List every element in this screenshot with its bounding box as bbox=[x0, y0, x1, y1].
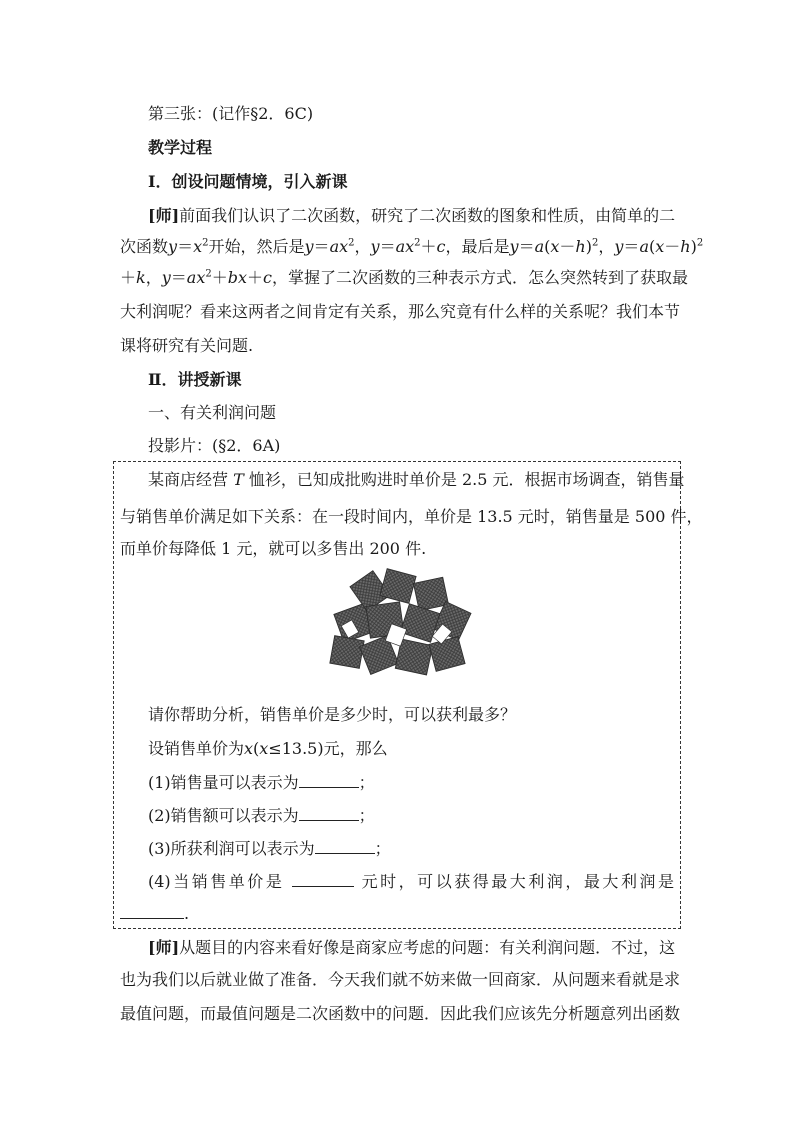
question-1: (1)销售量可以表示为 ； bbox=[148, 773, 375, 792]
answer-blank-3[interactable] bbox=[315, 839, 375, 854]
problem-line1: 某商店经营 T 恤衫，已知成批购进时单价是 2.5 元．根据市场调查，销售量 bbox=[148, 470, 685, 489]
para1-line1: [师]前面我们认识了二次函数，研究了二次函数的图象和性质，由简单的二 bbox=[148, 206, 676, 225]
para2-line1: [师]从题目的内容来看好像是商家应考虑的问题：有关利润问题．不过，这 bbox=[148, 938, 676, 957]
problem-question: 请你帮助分析，销售单价是多少时，可以获利最多？ bbox=[148, 705, 517, 724]
tshirt-pile-image bbox=[328, 568, 478, 678]
problem-setup: 设销售单价为x(x≤13.5)元，那么 bbox=[148, 739, 388, 758]
teacher-tag: [师] bbox=[148, 206, 180, 225]
slide-heading: 第三张：(记作§2．6C) bbox=[148, 104, 314, 123]
question-2: (2)销售额可以表示为 ； bbox=[148, 806, 375, 825]
process-title: 教学过程 bbox=[148, 138, 213, 157]
para1-line4: 大利润呢？看来这两者之间肯定有关系，那么究竟有什么样的关系呢？我们本节 bbox=[120, 302, 681, 321]
para2-line3: 最值问题，而最值问题是二次函数中的问题．因此我们应该先分析题意列出函数 bbox=[120, 1004, 681, 1023]
answer-blank-4b[interactable] bbox=[120, 904, 184, 919]
para2-line2: 也为我们以后就业做了准备．今天我们就不妨来做一回商家．从问题来看就是求 bbox=[120, 970, 681, 989]
question-4-end: . bbox=[120, 904, 189, 924]
problem-line2: 与销售单价满足如下关系：在一段时间内，单价是 13.5 元时，销售量是 500 件， bbox=[120, 507, 703, 526]
answer-blank-4a[interactable] bbox=[292, 872, 354, 887]
para1-line3: ＋k，$y=ax^2+bx+c$，掌握了二次函数的三种表示方式．怎么突然转到了获取最 bbox=[120, 268, 689, 287]
problem-line3: 而单价每降低 1 元，就可以多售出 200 件. bbox=[120, 539, 427, 558]
section1-title: Ⅰ．创设问题情境，引入新课 bbox=[148, 172, 348, 191]
subsection1-title: 一、有关利润问题 bbox=[148, 403, 277, 422]
para1-line5: 课将研究有关问题. bbox=[120, 336, 254, 355]
projection-label: 投影片：(§2．6A) bbox=[148, 436, 281, 455]
teacher-tag-2: [师] bbox=[148, 938, 180, 957]
answer-blank-2[interactable] bbox=[299, 806, 359, 821]
para1-line2: 次函数$y=x^2$开始，然后是$y=ax^2$，$y=ax^2+c$，最后是$y=a(x-h)^2$，$y=a(x-h)^2$ bbox=[120, 237, 704, 256]
answer-blank-1[interactable] bbox=[299, 773, 359, 788]
question-3: (3)所获利润可以表示为 ； bbox=[148, 839, 391, 858]
question-4: (4)当销售单价是 元时，可以获得最大利润，最大利润是 bbox=[148, 872, 674, 891]
section2-title: Ⅱ．讲授新课 bbox=[148, 370, 242, 389]
